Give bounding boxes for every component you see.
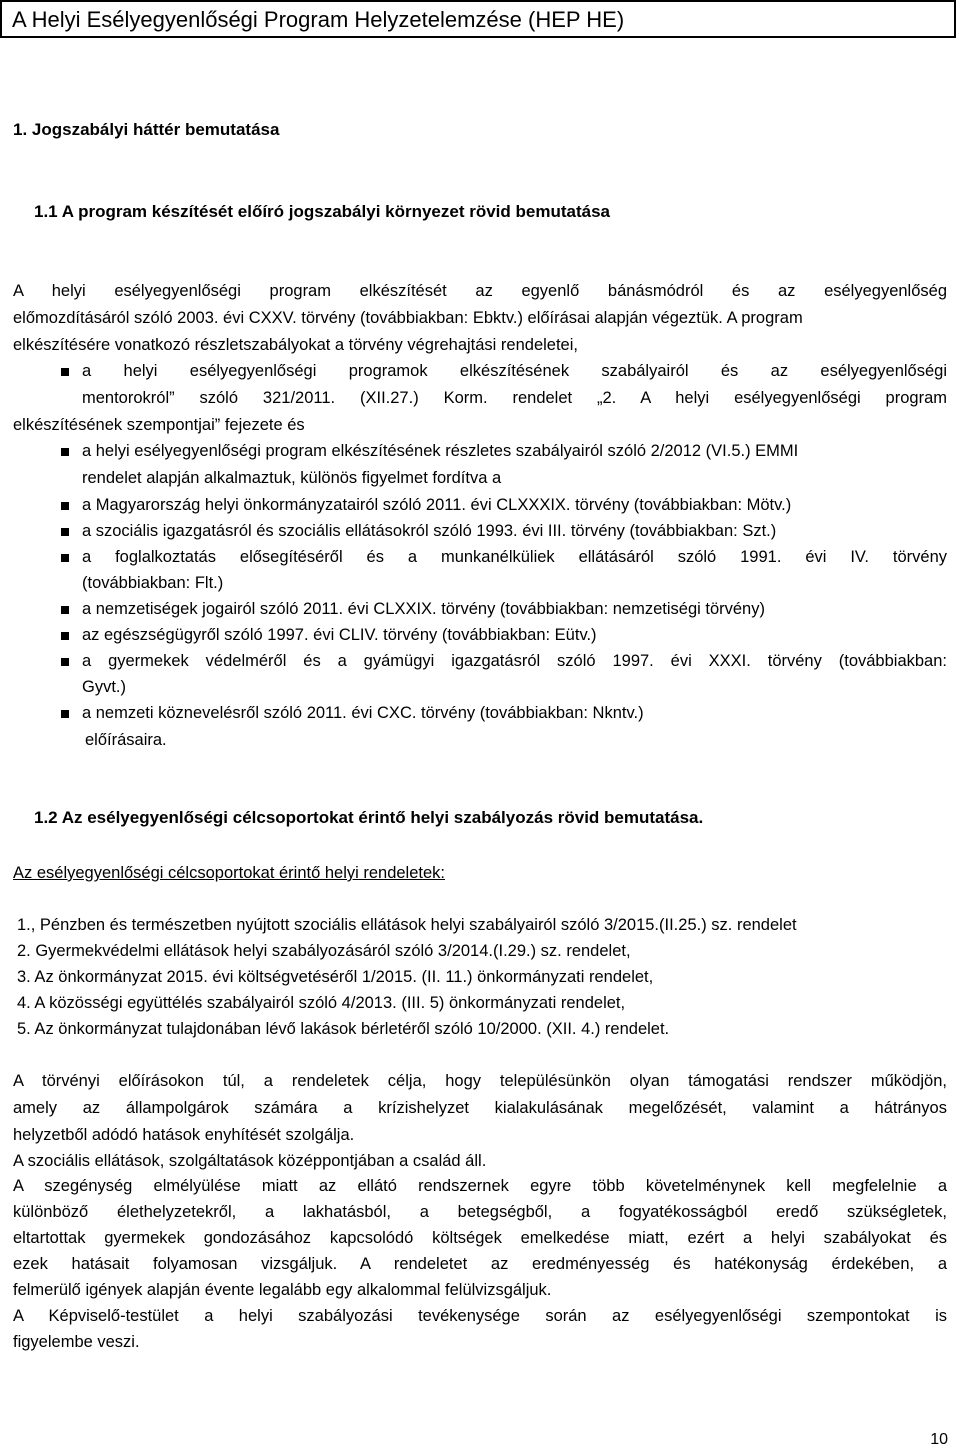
bullet-text: a nemzetiségek jogairól szóló 2011. évi CLXXIX. törvény (továbbiakban: nemzetiségi törvény): [82, 600, 765, 618]
bullet-icon: [61, 448, 69, 456]
local-regulations-heading: Az esélyegyenlőségi célcsoportokat érintő helyi rendeletek:: [13, 864, 445, 882]
bullet-icon: [61, 606, 69, 614]
paragraph-line: helyzetből adódó hatások enyhítését szolgálja.: [13, 1126, 355, 1144]
paragraph-line: különböző élethelyzetekről, a lakhatásból, a betegségből, a fogyatékosságból eredő szükségletek,: [13, 1203, 947, 1221]
page-number: 10: [930, 1431, 948, 1448]
paragraph-line: A szegénység elmélyülése miatt az ellátó rendszernek egyre több követelménynek kell megfelelnie a: [13, 1177, 947, 1195]
paragraph-line: A törvényi előírásokon túl, a rendeletek célja, hogy településünkön olyan támogatási rendszer működjön,: [13, 1072, 947, 1090]
bullet-icon: [61, 632, 69, 640]
regulation-item: 3. Az önkormányzat 2015. évi költségvetéséről 1/2015. (II. 11.) önkormányzati rendelet,: [17, 968, 654, 986]
bullet-text: a helyi esélyegyenlőségi programok elkészítésének szabályairól és az esélyegyenlőségi: [82, 362, 947, 380]
subsection-heading: 1.2 Az esélyegyenlőségi célcsoportokat érintő helyi szabályozás rövid bemutatása.: [34, 808, 704, 827]
paragraph-line: felmerülő igények alapján évente legalább egy alkalommal felülvizsgáljuk.: [13, 1281, 552, 1299]
bullet-text: a szociális igazgatásról és szociális ellátásokról szóló 1993. évi III. törvény (továbbiakban: Szt.): [82, 522, 777, 540]
bullet-text: az egészségügyről szóló 1997. évi CLIV. törvény (továbbiakban: Eütv.): [82, 626, 597, 644]
regulation-item: 1., Pénzben és természetben nyújtott szociális ellátások helyi szabályairól szóló 3/2015.(II.25.) sz. rendelet: [17, 916, 797, 934]
paragraph-line: figyelembe veszi.: [13, 1333, 140, 1351]
bullet-text: a Magyarország helyi önkormányzatairól szóló 2011. évi CLXXXIX. törvény (továbbiakban: Mötv.): [82, 496, 792, 514]
bullet-text: (továbbiakban: Flt.): [82, 574, 224, 592]
document-title: A Helyi Esélyegyenlőségi Program Helyzetelemzése (HEP HE): [12, 7, 625, 32]
intro-line-1: A helyi esélyegyenlőségi program elkészítését az egyenlő bánásmódról és az esélyegyenlőség: [13, 282, 947, 300]
bullet-icon: [61, 710, 69, 718]
regulation-item: 2. Gyermekvédelmi ellátások helyi szabályozásáról szóló 3/2014.(I.29.) sz. rendelet,: [17, 942, 631, 960]
bullet-text: mentorokról” szóló 321/2011. (XII.27.) Korm. rendelet „2. A helyi esélyegyenlőségi program: [82, 389, 947, 407]
intro-line-3: elkészítésére vonatkozó részletszabályokat a törvény végrehajtási rendeletei,: [13, 336, 578, 354]
document-header-box: [0, 0, 956, 38]
bullet-continuation: elkészítésének szempontjai” fejezete és: [13, 416, 305, 434]
bullet-text: a gyermekek védelméről és a gyámügyi igazgatásról szóló 1997. évi XXXI. törvény (továbbiakban:: [82, 652, 947, 670]
bullet-icon: [61, 528, 69, 536]
paragraph-line: A Képviselő-testület a helyi szabályozási tevékenysége során az esélyegyenlőségi szempontokat is: [13, 1307, 947, 1325]
bullet-icon: [61, 658, 69, 666]
bullet-icon: [61, 554, 69, 562]
paragraph-line: amely az állampolgárok számára a krízishelyzet kialakulásának megelőzését, valamint a hátrányos: [13, 1099, 947, 1117]
regulation-item: 5. Az önkormányzat tulajdonában lévő lakások bérletéről szóló 10/2000. (XII. 4.) rendelet.: [17, 1020, 670, 1038]
bullet-icon: [61, 368, 69, 376]
paragraph-line: eltartottak gyermekek gondozásához kapcsolódó költségek emelkedése miatt, ezért a helyi szabályokat és: [13, 1229, 947, 1247]
subsection-heading: 1.1 A program készítését előíró jogszabályi környezet rövid bemutatása: [34, 202, 610, 221]
bullet-text: Gyvt.): [82, 678, 126, 696]
closing-text: előírásaira.: [85, 731, 167, 749]
bullet-icon: [61, 502, 69, 510]
bullet-text: a nemzeti köznevelésről szóló 2011. évi CXC. törvény (továbbiakban: Nkntv.): [82, 704, 644, 722]
bullet-text: a helyi esélyegyenlőségi program elkészítésének részletes szabályairól szóló 2/2012 (VI.5.) EMMI: [82, 442, 799, 460]
bullet-text: a foglalkoztatás elősegítéséről és a munkanélküliek ellátásáról szóló 1991. évi IV. törvény: [82, 548, 947, 566]
regulation-item: 4. A közösségi együttélés szabályairól szóló 4/2013. (III. 5) önkormányzati rendelet,: [17, 994, 626, 1012]
section-heading: 1. Jogszabályi háttér bemutatása: [13, 120, 280, 139]
paragraph-line: ezek hatásait folyamosan vizsgáljuk. A rendeletet az eredményesség és hatékonyság érdekében, a: [13, 1255, 947, 1273]
bullet-continuation: rendelet alapján alkalmaztuk, különös figyelmet fordítva a: [82, 469, 502, 487]
paragraph-line: A szociális ellátások, szolgáltatások középpontjában a család áll.: [13, 1152, 487, 1170]
intro-line-2: előmozdításáról szóló 2003. évi CXXV. törvény (továbbiakban: Ebktv.) előírásai alapján végeztük. A program: [13, 309, 803, 327]
